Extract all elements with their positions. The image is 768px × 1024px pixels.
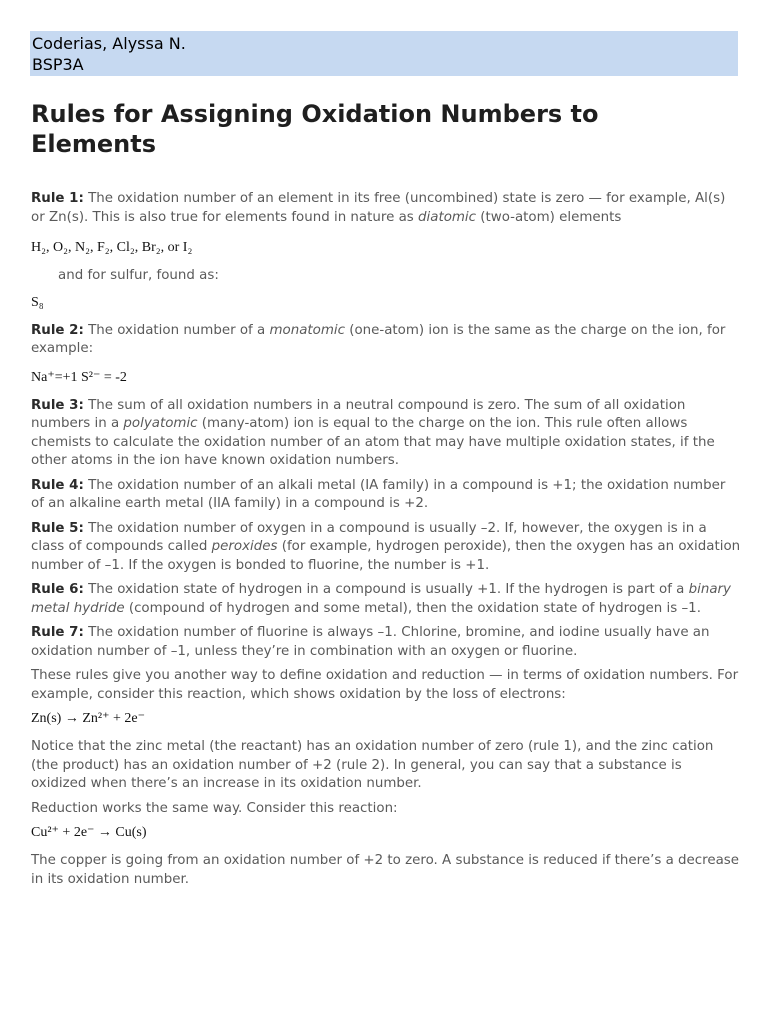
ion-formula-text: Na⁺=+1 S²⁻ = -2 <box>31 369 127 385</box>
rule-2-emphasis: monatomic <box>269 322 345 338</box>
rule-3-label: Rule 3: <box>31 397 84 413</box>
sulfur-text: and for sulfur, found as: <box>58 268 219 283</box>
document-body <box>31 190 741 895</box>
rule-2-label: Rule 2: <box>31 322 84 338</box>
rule-3-text: The sum of all oxidation numbers in a neutral compound is zero. The sum of all oxidation numbers in a <box>31 397 686 431</box>
rule-3 <box>31 397 741 471</box>
sulfur-formula-text: S₈ <box>31 294 44 310</box>
rule-6-label: Rule 6: <box>31 582 84 597</box>
copper-explanation-paragraph: The copper is going from an oxidation number of +2 to zero. A substance is reduced if there’s a decrease in its oxidation number. <box>31 853 739 887</box>
rule-4-text: The oxidation number of an alkali metal (IA family) in a compound is +1; the oxidation number of an alkaline earth metal (IIA family) in a compound is +2. <box>31 477 726 511</box>
class-section: BSP3A <box>32 55 84 74</box>
rule-6-emphasis: binary metal hydride <box>31 582 731 616</box>
zinc-reaction-text: Zn(s) → Zn²⁺ + 2e⁻ <box>31 711 145 726</box>
rule-1-emphasis: diatomic <box>418 209 477 225</box>
rule-5-text: The oxidation number of oxygen in a compound is usually –2. If, however, the oxygen is in a class of compounds called <box>31 520 707 554</box>
rule-6-text-end: (compound of hydrogen and some metal), then the oxidation state of hydrogen is –1. <box>124 600 701 616</box>
rule-7-label: Rule 7: <box>31 625 84 640</box>
rule-6-text: The oxidation state of hydrogen in a compound is usually +1. If the hydrogen is part of a <box>83 582 689 597</box>
rule-1-label: Rule 1: <box>31 191 84 206</box>
rule-5 <box>31 520 741 576</box>
sulfur-formula <box>31 294 741 312</box>
rule-6 <box>31 581 741 618</box>
oxidation-intro-paragraph: These rules give you another way to define oxidation and reduction — in terms of oxidation numbers. For example, consider this reaction, which shows oxidation by the loss of electrons: <box>31 668 739 702</box>
author-name: Coderias, Alyssa N. <box>32 34 186 53</box>
zinc-explanation-paragraph: Notice that the zinc metal (the reactant) has an oxidation number of zero (rule 1), and the zinc cation (the product) has an oxidation number of +2 (rule 2). In general, you can say that a substance is oxidized when there’s an increase in its oxidation number. <box>31 739 714 791</box>
author-header <box>30 31 738 76</box>
rule-7-text: The oxidation number of fluorine is always –1. Chlorine, bromine, and iodine usually have an oxidation number of –1, unless they’re in combination with an oxygen or fluorine. <box>31 625 710 659</box>
copper-reaction-formula <box>31 824 741 842</box>
rule-1 <box>31 190 741 227</box>
rule-3-text-end: (many-atom) ion is equal to the charge on the ion. This rule often allows chemists to calculate the oxidation number of an atom that may have multiple oxidation states, if the other atoms in the ion have known oxidation numbers. <box>31 416 715 468</box>
rule-5-emphasis: peroxides <box>211 539 278 554</box>
copper-reaction-text: Cu²⁺ + 2e⁻ → Cu(s) <box>31 825 147 840</box>
rule-3-emphasis: polyatomic <box>123 416 198 431</box>
rule-5-label: Rule 5: <box>31 520 84 536</box>
ion-formula <box>31 369 741 387</box>
rule-7 <box>31 624 741 661</box>
rule-2-text-end: (one-atom) ion is the same as the charge on the ion, for example: <box>31 322 726 356</box>
page-title: Rules for Assigning Oxidation Numbers to Elements <box>31 100 599 158</box>
reduction-intro-paragraph: Reduction works the same way. Consider this reaction: <box>31 800 398 816</box>
rule-5-text-end: (for example, hydrogen peroxide), then the oxygen has an oxidation number of –1. If the oxygen is bonded to fluorine, the number is +1. <box>31 539 741 573</box>
rule-2 <box>31 322 741 359</box>
diatomic-formula-text: H₂, O₂, N₂, F₂, Cl₂, Br₂, or I₂ <box>31 240 193 255</box>
rule-2-text: The oxidation number of a <box>83 322 270 338</box>
rule-1-text: The oxidation number of an element in its free (uncombined) state is zero — for example, Al(s) or Zn(s). This is also true for elements found in nature as <box>31 191 726 225</box>
zinc-reaction-formula <box>31 710 741 728</box>
rule-4-label: Rule 4: <box>31 477 84 493</box>
diatomic-formula <box>31 239 741 257</box>
rule-1-text-end: (two-atom) elements <box>476 209 622 225</box>
rule-4 <box>31 477 741 514</box>
